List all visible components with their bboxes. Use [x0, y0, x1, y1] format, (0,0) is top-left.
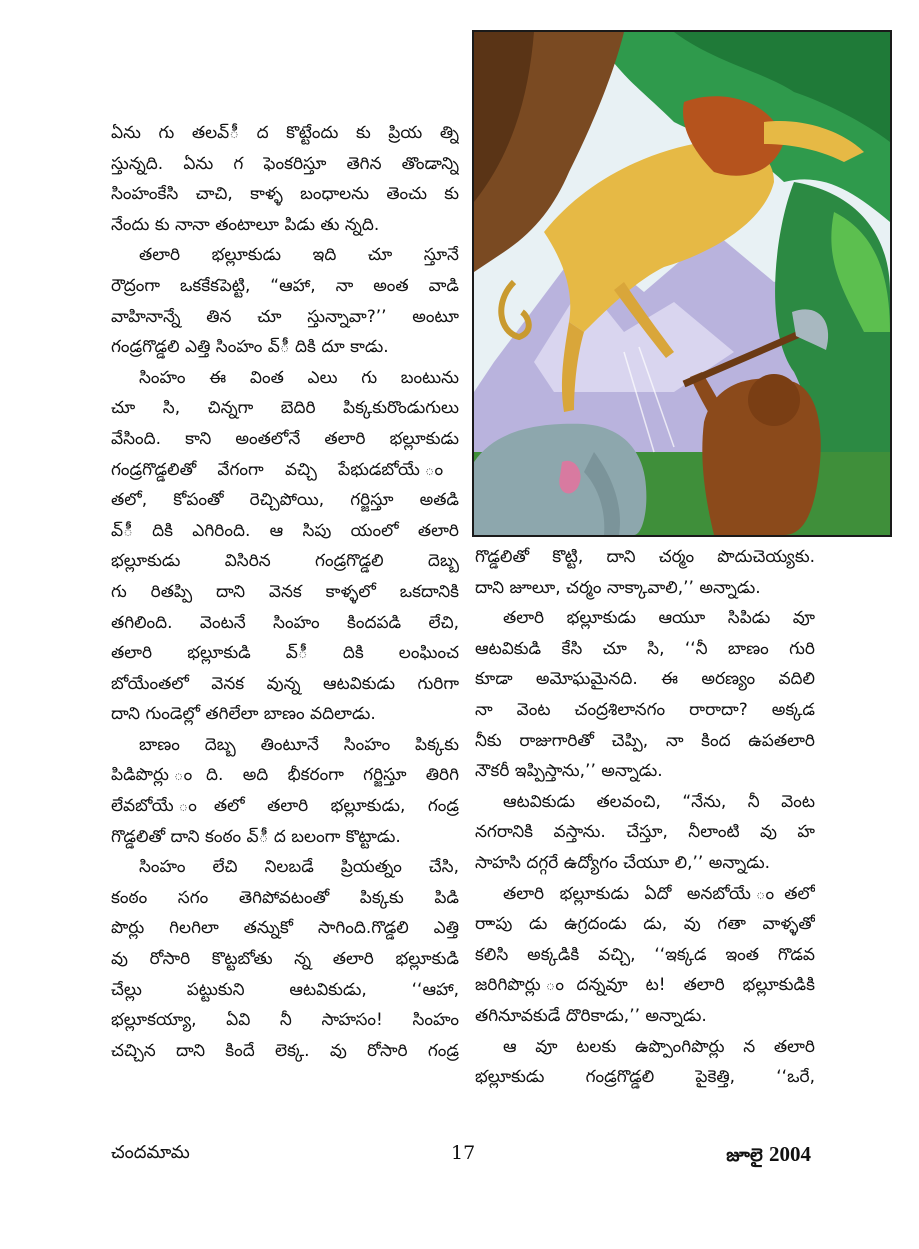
text-line: వ్ీ దికి ఎగిరింది. ఆ సిపు యంలో తలారి: [111, 520, 459, 541]
text-line: నా వెంట చంద్రశిలానగం రారాదా? అక్కడ: [475, 699, 815, 720]
text-line: వాహినాన్నే తిన చూ స్తున్నావా?’’ అంటూ: [111, 306, 459, 327]
text-line: పొర్లు గిలగిలా తన్నుకో సాగింది.గొడ్డలి ఎత్తి: [111, 918, 459, 939]
text-line: తగిలింది. వెంటనే సింహం కిందపడి లేచి,: [111, 612, 459, 633]
page-number: 17: [451, 1142, 476, 1164]
story-text-left-column: [111, 118, 459, 1066]
text-line: భల్లూకుడు విసిరిన గండ్రగొడ్డలి దెబ్బ: [111, 551, 459, 572]
text-line: తలారి భల్లూకుడు ఏదో అనబోయే ంతలో: [503, 883, 815, 904]
text-line: గండ్రగొడ్డలితో వేగంగా వచ్చి పేభుడబోయే ం: [111, 459, 459, 480]
text-line: పిడిపొర్లు ంది. అది భీకరంగా గర్జిస్తూ తిరిగి: [111, 765, 459, 786]
text-line: నౌకరీ ఇప్పిస్తాను,’’ అన్నాడు.: [475, 761, 663, 782]
text-line: చచ్చిన దాని కిందే లెక్క. వు రోసారి గండ్ర: [111, 1040, 459, 1061]
text-line: తలారి భల్లూకుడి వ్ీ దికి లంఘించ: [111, 643, 459, 664]
text-line: గొడ్డలితో కొట్టి, దాని చర్మం పొదుచెయ్యకు.: [475, 547, 815, 567]
text-line: బోయేంతలో వెనక వున్న ఆటవికుడు గురిగా: [111, 673, 459, 694]
text-line: నేందు కు నానా తంటాలూ పిడు తు న్నది.: [111, 214, 380, 235]
text-line: స్తున్నది. ఏను గ ఫెంకరిస్తూ తెగిన తొండాన్ని: [111, 153, 459, 174]
text-line: తలారి భల్లూకుడు ఇది చూ స్తూనే: [139, 245, 459, 266]
text-line: కూడా అమోఘమైనది. ఈ అరణ్యం వదిలి: [475, 669, 815, 690]
text-line: భల్లూకయ్యా, ఏవి నీ సాహసం! సింహం: [111, 1010, 459, 1031]
magazine-name: చందమామ: [111, 1142, 190, 1163]
text-line: గొడ్డలితో దాని కంఠం వ్ీ ద బలంగా కొట్టాడు.: [111, 826, 401, 847]
text-line: కంఠం సగం తెగిపోవటంతో పిక్కకు పిడి: [111, 887, 459, 908]
text-line: తలారి భల్లూకుడు ఆయూ సిపిడు వూ: [503, 608, 815, 629]
issue-year: 2004: [769, 1142, 811, 1166]
text-line: ఆ వూ టలకు ఉప్పొంగిపొర్లు న తలారి: [503, 1036, 815, 1057]
text-line: దాని జూలూ, చర్మం నాక్కావాలి,’’ అన్నాడు.: [475, 577, 761, 598]
text-line: సింహం లేచి నిలబడే ప్రియత్నం చేసి,: [139, 857, 459, 878]
text-line: దాని గుండెల్లో తగిలేలా బాణం వదిలాడు.: [111, 704, 376, 725]
text-line: తలో, కోపంతో రెచ్చిపోయి, గర్జిస్తూ అతడి: [111, 490, 459, 511]
text-line: గండ్రగొడ్డలి ఎత్తి సింహం వ్ీ దికి దూ కాడు.: [111, 337, 389, 358]
issue-month: జూలై: [726, 1145, 763, 1166]
text-line: జరిగిపొర్లు ందన్నవూ ట! తలారి భల్లూకుడికి: [475, 975, 815, 996]
text-line: చేల్లు పట్టుకుని ఆటవికుడు, ‘‘ఆహా,: [111, 979, 459, 1000]
text-line: వు రోసారి కొట్టబోతు న్న తలారి భల్లూకుడి: [111, 949, 459, 970]
text-line: సాహసి దగ్గరే ఉద్యోగం చేయూ లి,’’ అన్నాడు.: [475, 852, 771, 873]
text-line: నగరానికి వస్తాను. చేస్తూ, నీలాంటి వు హ: [475, 822, 815, 843]
text-line: వేసింది. కాని అంతలోనే తలారి భల్లూకుడు: [111, 428, 459, 449]
text-line: రౌద్రంగా ఒకకేకపెట్టి, “ఆహా, నా అంత వాడి: [111, 275, 459, 296]
text-line: నీకు రాజుగారితో చెప్పి, నా కింద ఉపతలారి: [475, 730, 815, 751]
text-line: చూ సి, చిన్నగా బెదిరి పిక్కకురొండుగులు: [111, 398, 459, 419]
text-line: ఆటవికుడు తలవంచి, “నేను, నీ వెంట: [503, 791, 815, 812]
text-line: బాణం దెబ్బ తింటూనే సింహం పిక్కకు: [139, 734, 459, 755]
text-line: గు రితప్పి దాని వెనక కాళ్ళలో ఒకదానికి: [111, 581, 459, 602]
lion-bear-elephant-illustration: [474, 32, 890, 535]
page-footer: [111, 1142, 811, 1172]
issue-date: [726, 1142, 811, 1170]
story-illustration: [472, 30, 892, 537]
text-line: సింహం ఈ వింత ఎలు గు బంటును: [139, 367, 459, 388]
text-line: రాాపు డు ఉగ్రదండు డు, వు గతా వాళ్ళతో: [475, 914, 815, 935]
text-line: కలిసి అక్కడికి వచ్చి, ‘‘ఇక్కడ ఇంత గొడవ: [475, 944, 815, 965]
text-line: ఏను గు తలవ్ీ ద కొట్టేందు కు ప్రియ త్ని: [111, 123, 459, 143]
text-line: ఆటవికుడి కేసి చూ సి, ‘‘నీ బాణం గురి: [475, 638, 815, 659]
text-line: తగినూవకుడే దొరికాడు,’’ అన్నాడు.: [475, 1005, 707, 1026]
text-line: సింహంకేసి చాచి, కాళ్ళ బంధాలను తెంచు కు: [111, 184, 459, 205]
text-line: భల్లూకుడు గండ్రగొడ్డలి పైకెత్తి, ‘‘ఒరే,: [475, 1067, 815, 1088]
text-line: లేవబోయే ంతలో తలారి భల్లూకుడు, గండ్ర: [111, 796, 459, 817]
story-text-right-column: [475, 542, 815, 1093]
